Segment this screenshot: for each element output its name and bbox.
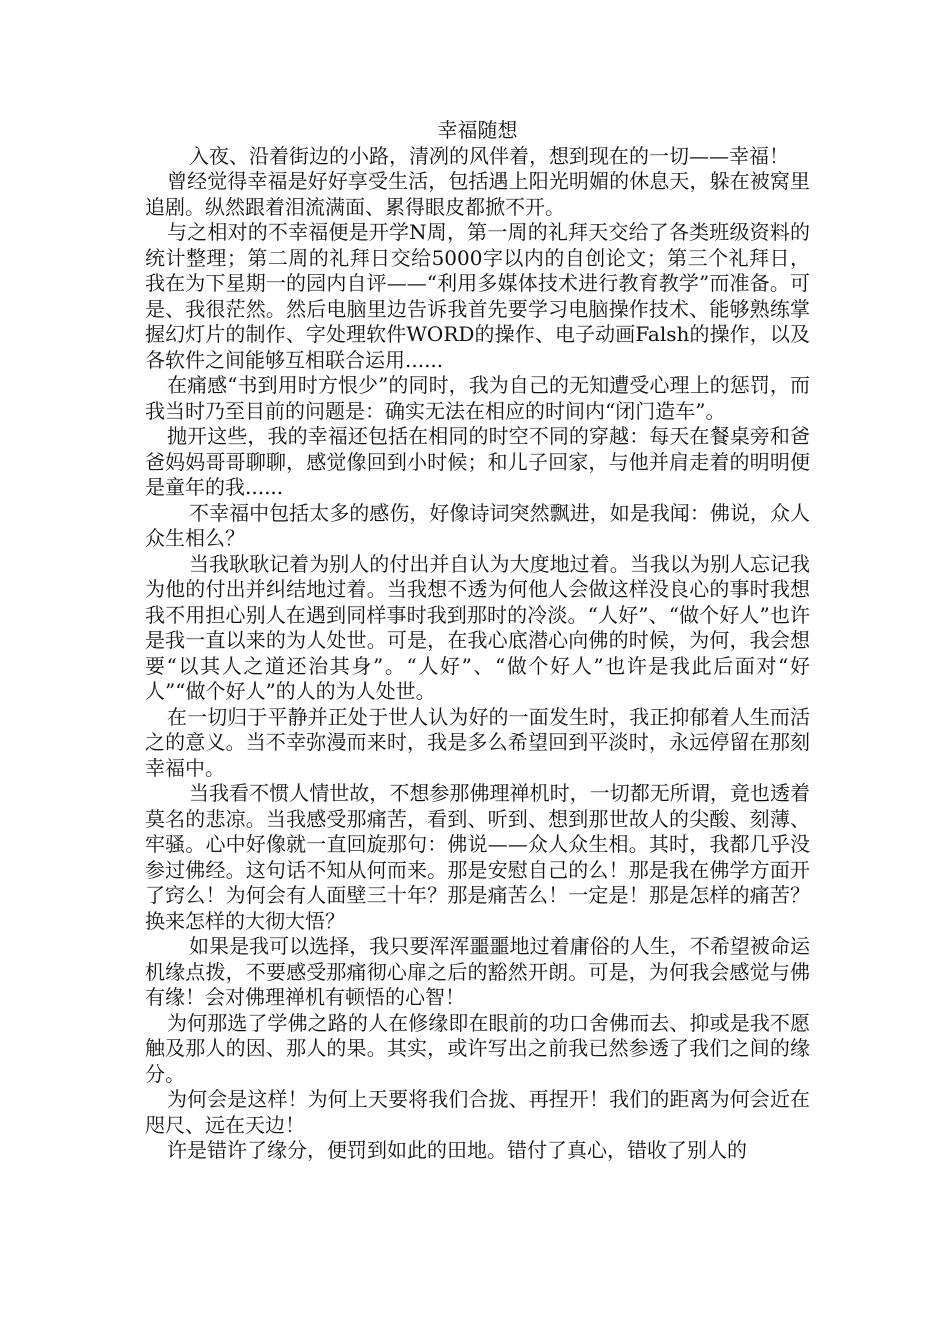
paragraph: 不幸福中包括太多的感伤，好像诗词突然飘进，如是我闻：佛说，众人众生相么？ xyxy=(145,500,810,550)
document-body xyxy=(145,118,810,1164)
paragraph: 在痛感“书到用时方恨少”的同时，我为自己的无知遭受心理上的惩罚，而我当时乃至目前的问题是：确实无法在相应的时间内“闭门造车”。 xyxy=(145,373,810,423)
paragraph: 曾经觉得幸福是好好享受生活，包括遇上阳光明媚的休息天，躲在被窝里追剧。纵然跟着泪流满面、累得眼皮都掀不开。 xyxy=(145,169,810,219)
paragraph: 与之相对的不幸福便是开学N周，第一周的礼拜天交给了各类班级资料的统计整理；第二周的礼拜日交给5000字以内的自创论文；第三个礼拜日，我在为下星期一的园内自评——“利用多媒体技术进行教育教学”而准备。可是、我很茫然。然后电脑里边告诉我首先要学习电脑操作技术、能够熟练掌握幻灯片的制作、字处理软件WORD的操作、电子动画Falsh的操作，以及各软件之间能够互相联合运用...... xyxy=(145,220,810,372)
paragraph: 为何那选了学佛之路的人在修缘即在眼前的功口舍佛而去、抑或是我不愿触及那人的因、那人的果。其实，或许写出之前我已然参透了我们之间的缘分。 xyxy=(145,1010,810,1086)
paragraph-list xyxy=(145,144,810,1164)
paragraph: 抛开这些，我的幸福还包括在相同的时空不同的穿越：每天在餐桌旁和爸爸妈妈哥哥聊聊，感觉像回到小时候；和儿子回家，与他并肩走着的明明便是童年的我...... xyxy=(145,424,810,499)
paragraph: 在一切归于平静并正处于世人认为好的一面发生时，我正抑郁着人生而活之的意义。当不幸弥漫而来时，我是多么希望回到平淡时，永远停留在那刻幸福中。 xyxy=(145,704,810,780)
paragraph: 如果是我可以选择，我只要浑浑噩噩地过着庸俗的人生，不希望被命运机缘点拨，不要感受那痛彻心扉之后的豁然开朗。可是，为何我会感觉与佛有缘！会对佛理禅机有顿悟的心智！ xyxy=(145,934,810,1009)
paragraph: 当我看不惯人情世故，不想参那佛理禅机时，一切都无所谓，竟也透着莫名的悲凉。当我感受那痛苦，看到、听到、想到那世故人的尖酸、刻薄、牢骚。心中好像就一直回旋那句：佛说——众人众生相。其时，我都几乎没参过佛经。这句话不知从何而来。那是安慰自己的么！那是我在佛学方面开了窍么！为何会有人面壁三十年？那是痛苦么！一定是！那是怎样的痛苦？换来怎样的大彻大悟？ xyxy=(145,781,810,933)
document-title: 幸福随想 xyxy=(437,118,518,142)
paragraph: 为何会是这样！为何上天要将我们合拢、再捏开！我们的距离为何会近在咫尺、远在天边！ xyxy=(145,1087,810,1137)
paragraph: 入夜、沿着街边的小路，清冽的风伴着，想到现在的一切——幸福！ xyxy=(189,143,789,168)
paragraph: 当我耿耿记着为别人的付出并自认为大度地过着。当我以为别人忘记我为他的付出并纠结地过着。当我想不透为何他人会做这样没良心的事时我想我不用担心别人在遇到同样事时我到那时的冷淡。“人好”、“做个好人”也许是我一直以来的为人处世。可是，在我心底潜心向佛的时候，为何，我会想要“以其人之道还治其身”。“人好”、“做个好人”也许是我此后面对“好人”“做个好人”的人的为人处世。 xyxy=(145,551,810,703)
paragraph: 许是错许了缘分，便罚到如此的田地。错付了真心，错收了别人的 xyxy=(167,1138,747,1162)
